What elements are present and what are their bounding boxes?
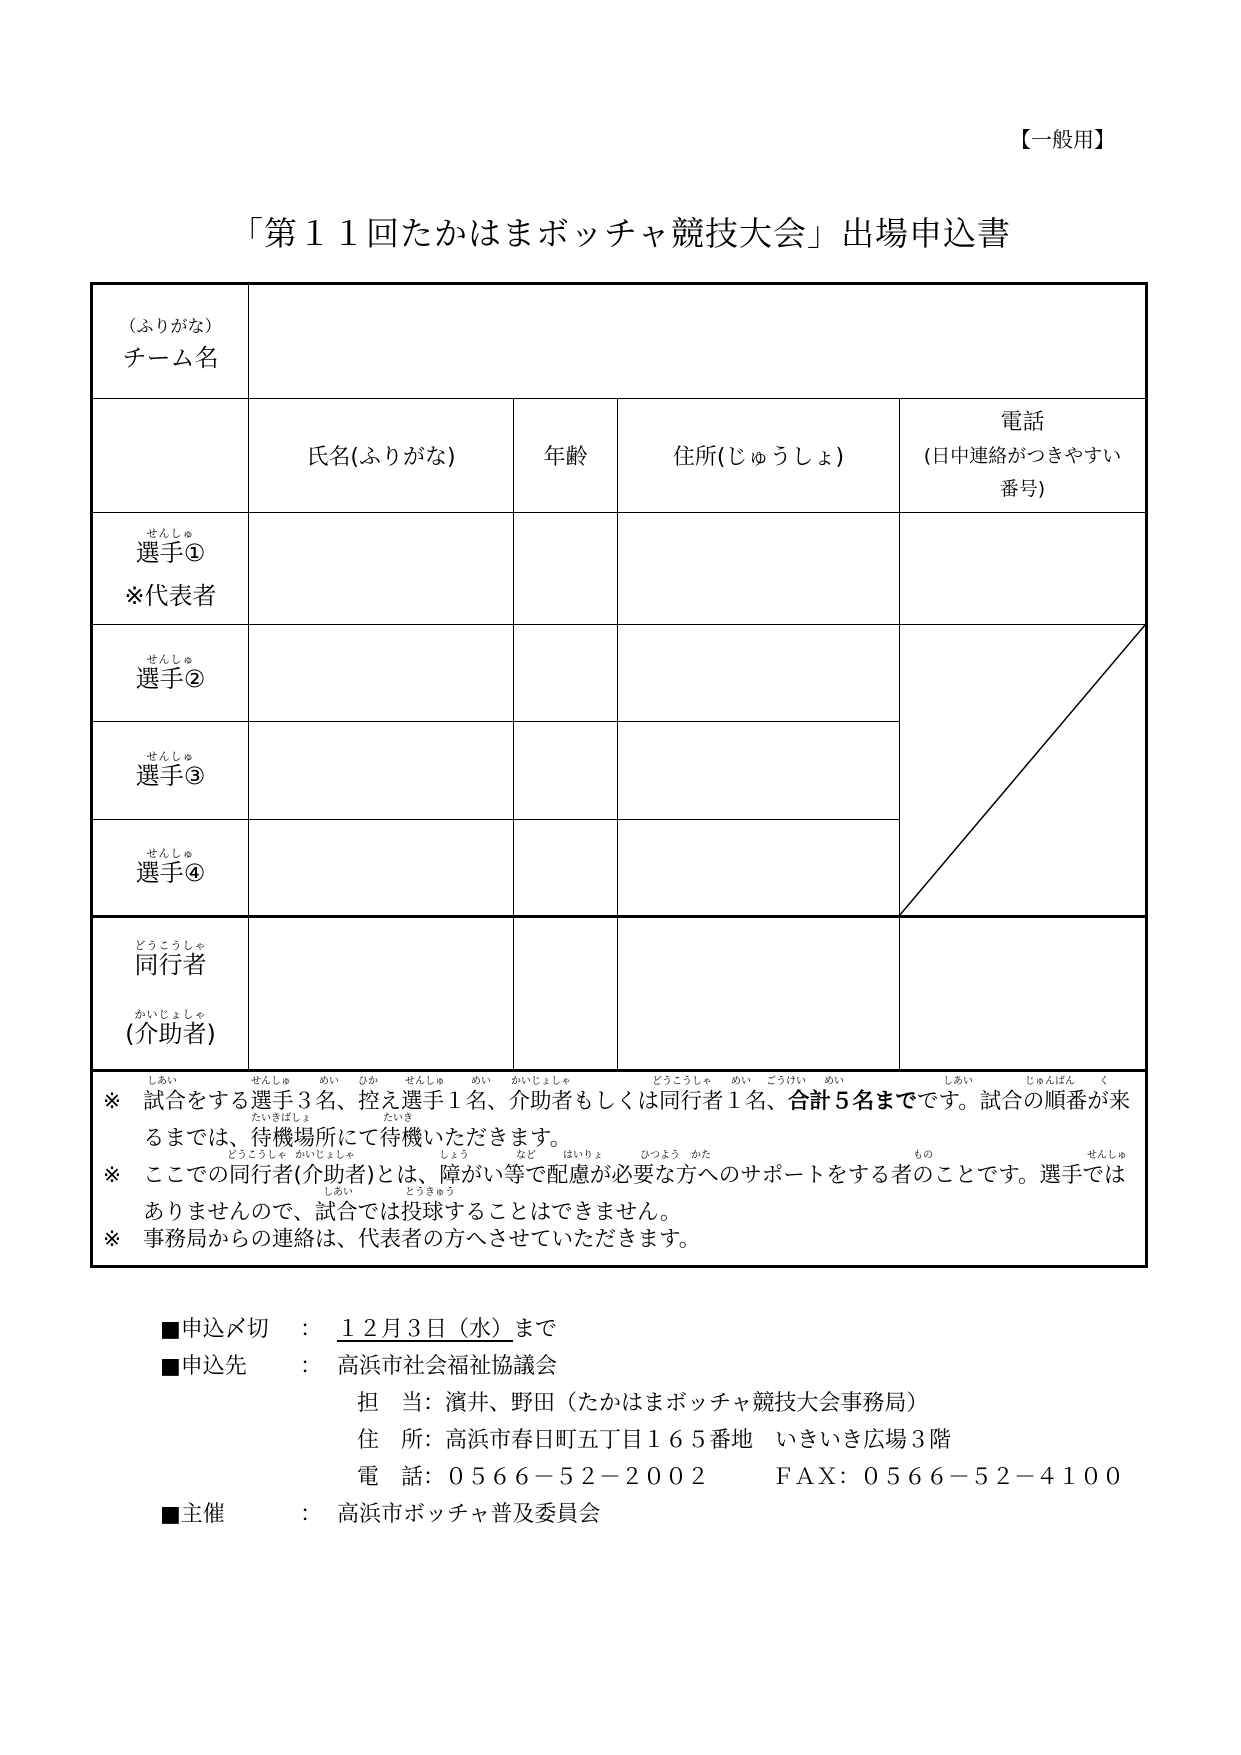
header-address: 住所(じゅうしょ) [672,445,845,470]
apply-to-label: ■申込先 [160,1354,247,1379]
ruby-hairyo: はいりょ [563,1150,603,1161]
note-1-text-c: です。試合の順番が来 [917,1089,1131,1114]
note-mark: ※ [103,1089,122,1114]
player-2-label-cell [93,625,248,721]
ruby-hika: ひか [358,1076,378,1087]
apply-to-colon: ： [300,1354,323,1379]
deadline-date: １２月３日（水） [337,1317,514,1342]
ruby-toukyuu: とうきゅう [405,1187,455,1198]
player-4-label-cell [93,820,248,915]
note-mark: ※ [103,1163,122,1188]
deadline-value [337,1312,557,1343]
player-2-label: 選手② [135,664,206,693]
assistant-ruby: かいじょしゃ [134,1007,207,1021]
player-1-label: 選手① [135,539,206,568]
contact-phone: 電 話：０５６６－５２－２００２ [357,1465,710,1490]
representative-label: ※代表者 [124,581,217,610]
notes [103,1077,1135,1252]
player-4-ruby: せんしゅ [146,847,195,861]
note-mark: ※ [103,1227,122,1252]
player-4-label: 選手④ [135,859,206,888]
header-name: 氏名(ふりがな) [306,445,456,470]
ruby-mei-4: めい [824,1076,844,1087]
contact-person: 担 当：濱井、野田（たかはまボッチャ競技大会事務局） [357,1391,929,1416]
ruby-senshu: せんしゅ [251,1076,291,1087]
application-form-table [90,282,1148,1268]
form-type-tag: 【一般用】 [1010,128,1115,152]
ruby-nado: など [516,1150,536,1161]
note-1 [103,1077,1135,1151]
apply-to-value: 高浜市社会福祉協議会 [337,1354,558,1379]
player-1-ruby: せんしゅ [146,527,195,541]
companion-label-cell [93,918,248,1069]
ruby-ku: く [1099,1076,1109,1087]
ruby-junban: じゅんばん [1025,1076,1075,1087]
player-3-ruby: せんしゅ [146,750,195,764]
ruby-mei: めい [319,1076,339,1087]
team-name-input-cell[interactable] [249,285,1145,398]
team-name-ruby: （ふりがな） [119,316,222,337]
note-2-line-1: ここでの同行者(介助者)とは、障がい等で配慮が必要な方へのサポートをする者のことです。選手では [143,1163,1126,1188]
note-2 [103,1151,1135,1225]
ruby-shiai-3: しあい [323,1187,353,1198]
ruby-hitsuyou: ひつよう [640,1150,680,1161]
diagonal-slash [899,625,1145,916]
deadline-label: ■申込〆切 [160,1317,269,1342]
ruby-kaijosha-2: かいじょしゃ [295,1150,355,1161]
deadline-suffix: まで [513,1317,558,1342]
deadline-colon: ： [300,1317,323,1342]
row-divider [93,512,1145,513]
ruby-goukei: ごうけい [766,1076,806,1087]
ruby-doukousha: どうこうしゃ [652,1076,712,1087]
ruby-doukousha-2: どうこうしゃ [227,1150,287,1161]
header-phone [900,399,1145,512]
ruby-taikibasho: たいきばしょ [251,1113,311,1124]
host-label: ■主催 [160,1502,225,1527]
ruby-taiki: たいき [383,1113,413,1124]
assistant-label: (介助者) [125,1019,216,1048]
ruby-kata: かた [691,1150,711,1161]
ruby-senshu-3: せんしゅ [1087,1150,1127,1161]
contact-address: 住 所：高浜市春日町五丁目１６５番地 いきいき広場３階 [357,1428,952,1453]
host-value: 高浜市ボッチャ普及委員会 [337,1502,601,1527]
header-phone-title: 電話 [1000,409,1045,435]
player-3-label: 選手③ [135,762,206,791]
note-1-emphasis: 合計５名まで [788,1089,918,1114]
ruby-shiai: しあい [147,1076,177,1087]
contact-fax: ＦＡＸ：０５６６－５２－４１００ [772,1465,1125,1490]
ruby-shou: しょう [439,1150,469,1161]
team-name-label: チーム名 [122,343,219,372]
header-phone-note-1: (日中連絡がつきやすい [923,444,1122,467]
note-1-text-a: 試合をする選手３名、控え選手１名、介助者もしくは同行者１名、 [143,1089,789,1114]
ruby-mei-3: めい [731,1076,751,1087]
row-divider-thick [93,1069,1145,1072]
host-colon: ： [300,1502,323,1527]
companion-ruby: どうこうしゃ [134,939,207,953]
ruby-kaijosha: かいじょしゃ [511,1076,571,1087]
note-3 [103,1225,1135,1252]
note-1-line-2: るまでは、待機場所にて待機いただきます。 [143,1126,572,1151]
team-name-label-cell [93,285,248,398]
companion-label: 同行者 [134,951,207,980]
note-2-line-2: ありませんので、試合では投球することはできません。 [143,1200,682,1225]
ruby-shiai-2: しあい [943,1076,973,1087]
page-title: 「第１１回たかはまボッチャ競技大会」出場申込書 [229,214,1011,253]
ruby-senshu-2: せんしゅ [405,1076,445,1087]
header-age: 年齢 [543,445,588,470]
ruby-mono: もの [913,1150,933,1161]
player-1-label-cell [93,513,248,624]
note-3-text: 事務局からの連絡は、代表者の方へさせていただきます。 [143,1227,701,1252]
header-phone-note-2: 番号) [999,478,1046,501]
ruby-mei-2: めい [471,1076,491,1087]
player-2-ruby: せんしゅ [146,652,195,666]
player-3-label-cell [93,722,248,819]
